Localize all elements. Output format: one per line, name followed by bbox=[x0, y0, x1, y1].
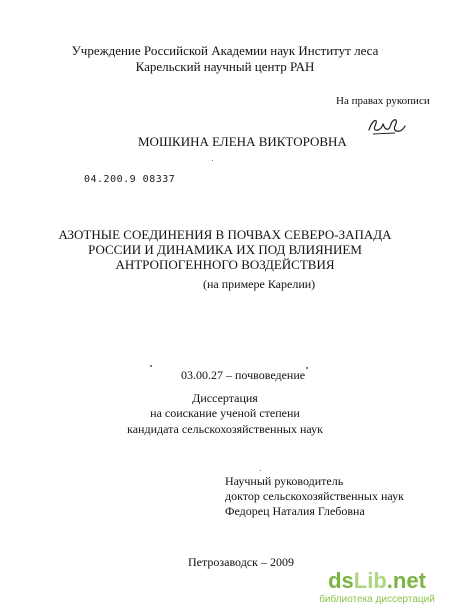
scan-speck bbox=[212, 160, 213, 161]
dslib-logo bbox=[312, 570, 442, 592]
signature-icon bbox=[365, 112, 410, 138]
scan-speck bbox=[150, 365, 152, 367]
title-line-3: АНТРОПОГЕННОГО ВОЗДЕЙСТВИЯ bbox=[115, 257, 335, 272]
dslib-watermark bbox=[312, 570, 442, 605]
author-name: МОШКИНА ЕЛЕНА ВИКТОРОВНА bbox=[138, 134, 347, 149]
watermark-logo-part2: Lib bbox=[353, 568, 387, 593]
scan-speck bbox=[260, 470, 261, 471]
title-subtitle: (на примере Карелии) bbox=[203, 277, 316, 291]
institution-line-1: Учреждение Российской Академии наук Институт леса bbox=[71, 43, 379, 58]
institution-line-2: Карельский научный центр РАН bbox=[135, 59, 315, 74]
scan-speck bbox=[306, 367, 308, 369]
specialty: 03.00.27 – почвоведение bbox=[181, 368, 306, 382]
dissertation-line-1: Диссертация bbox=[192, 391, 258, 405]
dissertation-line-3: кандидата сельскохозяйственных наук bbox=[127, 422, 323, 436]
watermark-logo-part3: .net bbox=[386, 568, 426, 593]
title-line-1: АЗОТНЫЕ СОЕДИНЕНИЯ В ПОЧВАХ СЕВЕРО-ЗАПАДА bbox=[58, 227, 392, 242]
supervisor-line-3: Федорец Наталия Глебовна bbox=[225, 504, 365, 518]
supervisor-line-1: Научный руководитель bbox=[225, 474, 344, 488]
title-line-2: РОССИИ И ДИНАМИКА ИХ ПОД ВЛИЯНИЕМ bbox=[88, 242, 362, 257]
registration-stamp: 04.200.9 08337 bbox=[84, 174, 176, 185]
footer-city-year: Петрозаводск – 2009 bbox=[188, 555, 294, 569]
watermark-logo-part1: ds bbox=[328, 568, 354, 593]
supervisor-line-2: доктор сельскохозяйственных наук bbox=[225, 489, 404, 503]
watermark-subtitle: библиотека диссертаций bbox=[319, 594, 435, 605]
manuscript-note: На правах рукописи bbox=[336, 95, 430, 107]
dissertation-line-2: на соискание ученой степени bbox=[150, 406, 300, 420]
